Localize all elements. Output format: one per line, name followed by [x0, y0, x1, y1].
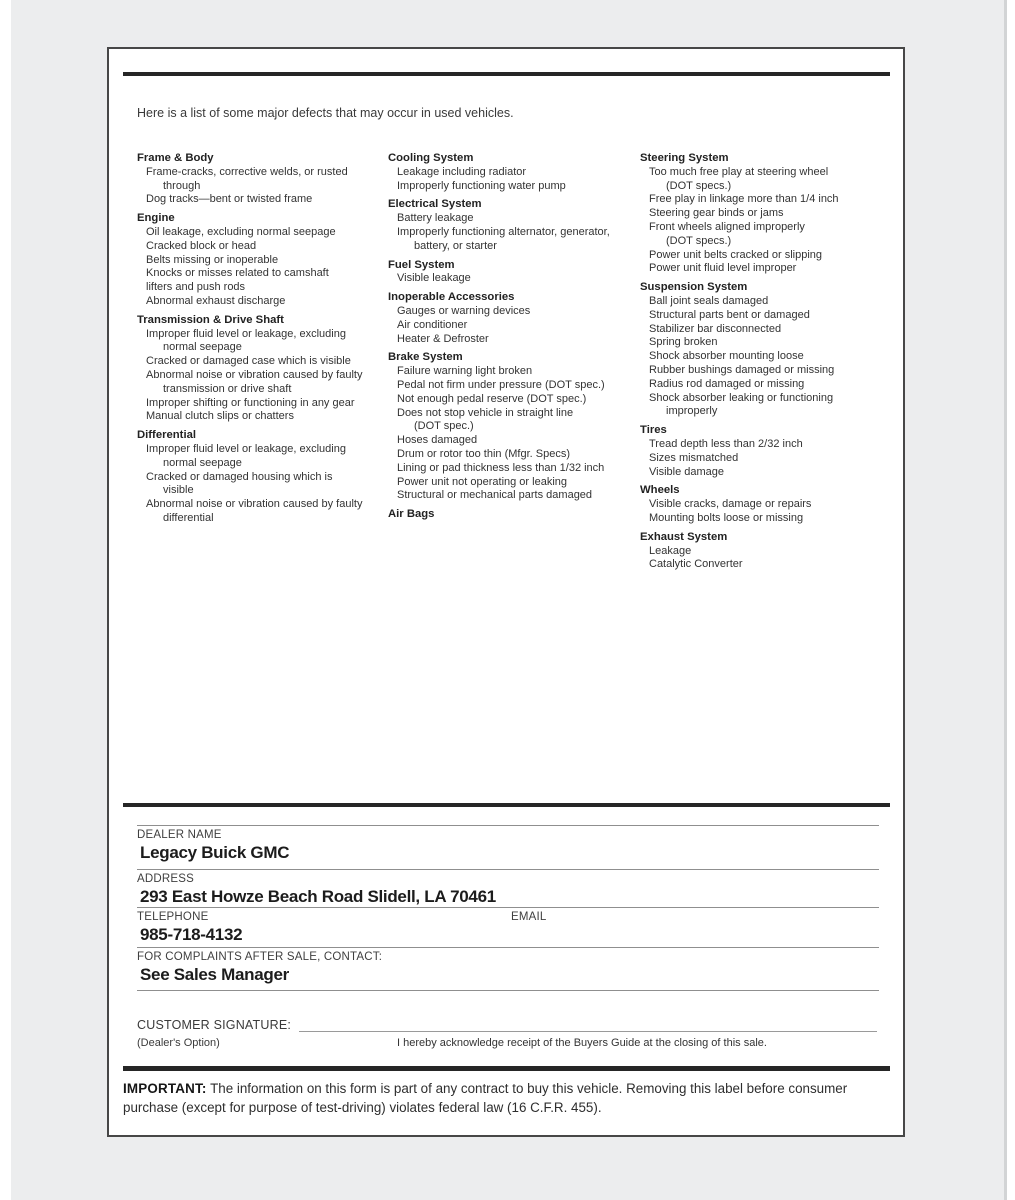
complaints-contact-field [137, 947, 879, 990]
defect-item-line: Drum or rotor too thin (Mfgr. Specs) [397, 447, 570, 460]
telephone-email-field [137, 907, 879, 947]
defect-item-line: (DOT specs.) [666, 234, 732, 247]
important-divider-rule [123, 1066, 890, 1071]
defect-item-line: Catalytic Converter [649, 558, 743, 571]
important-notice [123, 1079, 885, 1117]
dealer-section-divider-rule [123, 803, 890, 807]
defect-item-line: Structural or mechanical parts damaged [397, 489, 593, 502]
defect-item-line: Abnormal noise or vibration caused by faulty [146, 498, 363, 511]
dealer-name-label: DEALER NAME [137, 829, 222, 841]
defect-item-line: (DOT specs.) [666, 179, 732, 192]
defect-item-line: Tread depth less than 2/32 inch [649, 437, 803, 450]
defect-item-line: improperly [666, 405, 718, 418]
defect-item-line: Improper shifting or functioning in any gear [146, 396, 355, 409]
defect-item-line: Sizes mismatched [649, 451, 739, 464]
defect-item-line: Shock absorber leaking or functioning [649, 391, 834, 404]
signature-line [299, 1018, 877, 1032]
defect-item-line: (DOT spec.) [414, 420, 474, 433]
address-label: ADDRESS [137, 873, 194, 885]
buyers-guide-back-page [107, 47, 905, 1137]
defect-item-line: Structural parts bent or damaged [649, 308, 810, 321]
defect-item-line: Power unit belts cracked or slipping [649, 248, 823, 261]
defect-item-line: Cracked or damaged case which is visible [146, 355, 351, 368]
address-field [137, 869, 879, 907]
defect-column-2 [388, 147, 640, 572]
defect-item-line: Visible damage [649, 465, 725, 478]
defect-item-line: Ball joint seals damaged [649, 294, 769, 307]
defect-item-line: Too much free play at steering wheel [649, 165, 829, 178]
defect-item-line: Mounting bolts loose or missing [649, 511, 804, 524]
defect-item-line: Dog tracks—bent or twisted frame [146, 193, 313, 206]
important-label: IMPORTANT: [123, 1081, 207, 1096]
dealer-name-field [137, 825, 879, 869]
defect-item-line: Abnormal exhaust discharge [146, 294, 286, 307]
defect-item-line: Heater & Defroster [397, 332, 489, 345]
intro-text: Here is a list of some major defects that may occur in used vehicles. [137, 106, 514, 120]
defect-item-line: Cracked block or head [146, 239, 257, 252]
defect-item-line: Hoses damaged [397, 434, 478, 447]
defect-category-title: Transmission & Drive Shaft [137, 313, 284, 326]
top-divider-rule [123, 72, 890, 76]
defect-item-line: transmission or drive shaft [163, 382, 292, 395]
defect-item-line: Belts missing or inoperable [146, 253, 279, 266]
defect-item-line: Gauges or warning devices [397, 304, 531, 317]
defect-category-title: Electrical System [388, 198, 482, 211]
telephone-field [137, 910, 511, 947]
important-text: The information on this form is part of any contract to buy this vehicle. Removing this label before consumer purchase (except for purpose of test-driving) violates federal law (16 C.F.R. 455). [123, 1081, 848, 1115]
defect-item-line: Improper fluid level or leakage, excluding [146, 327, 346, 340]
email-label: EMAIL [510, 911, 547, 923]
defect-column-3 [640, 147, 893, 572]
defect-item-line: Leakage including radiator [397, 165, 527, 178]
defect-item-line: Not enough pedal reserve (DOT spec.) [397, 392, 587, 405]
telephone-label: TELEPHONE [137, 911, 209, 923]
defect-column-1 [137, 147, 388, 572]
defect-item-line: Radius rod damaged or missing [649, 377, 805, 390]
defect-item-line: Battery leakage [397, 212, 474, 225]
defect-item-line: normal seepage [163, 456, 242, 469]
defect-item-line: Pedal not firm under pressure (DOT spec.) [397, 378, 605, 391]
defect-item-line: Abnormal noise or vibration caused by faulty [146, 368, 363, 381]
defect-item-line: Frame-cracks, corrective welds, or rusted [146, 165, 348, 178]
defect-item-line: visible [163, 484, 194, 497]
defect-item-line: Lining or pad thickness less than 1/32 inch [397, 461, 605, 474]
defect-item-line: Air conditioner [397, 318, 468, 331]
defect-item-line: Visible leakage [397, 272, 471, 285]
defect-item-line: Shock absorber mounting loose [649, 350, 804, 363]
defect-category-title: Air Bags [388, 508, 435, 521]
defect-item-line: Free play in linkage more than 1/4 inch [649, 193, 839, 206]
defect-category-title: Engine [137, 212, 175, 225]
defect-item-line: Improperly functioning water pump [397, 179, 566, 192]
defect-category-title: Suspension System [640, 281, 748, 294]
defect-item-line: Front wheels aligned improperly [649, 220, 805, 233]
defect-item-line: Steering gear binds or jams [649, 207, 784, 220]
customer-signature-label: CUSTOMER SIGNATURE: [137, 1018, 292, 1032]
complaints-contact-value: See Sales Manager [140, 965, 289, 984]
defect-item-line: Spring broken [649, 336, 718, 349]
defect-category-title: Fuel System [388, 258, 455, 271]
defect-item-line: Does not stop vehicle in straight line [397, 406, 574, 419]
defect-category-title: Inoperable Accessories [388, 291, 515, 304]
defect-item-line: Improperly functioning alternator, generator, [397, 225, 610, 238]
defect-item-line: Power unit fluid level improper [649, 262, 797, 275]
dealer-name-value: Legacy Buick GMC [140, 843, 290, 862]
defect-item-line: Power unit not operating or leaking [397, 475, 567, 488]
email-field [511, 910, 879, 947]
defect-item-line: Oil leakage, excluding normal seepage [146, 225, 336, 238]
defect-item-line: Rubber bushings damaged or missing [649, 363, 835, 376]
defect-item-line: Leakage [649, 544, 692, 557]
defect-item-line: Cracked or damaged housing which is [146, 470, 333, 483]
customer-signature-row [137, 1018, 877, 1032]
acknowledgement-text: I hereby acknowledge receipt of the Buyers Guide at the closing of this sale. [397, 1037, 767, 1049]
defect-item-line: differential [163, 511, 214, 524]
complaints-label: FOR COMPLAINTS AFTER SALE, CONTACT: [137, 951, 383, 963]
defect-category-title: Steering System [640, 152, 729, 164]
defect-item-line: Manual clutch slips or chatters [146, 410, 294, 423]
defect-category-title: Differential [137, 429, 197, 442]
defect-list-columns [137, 147, 893, 572]
defect-item-line: Improper fluid level or leakage, excluding [146, 442, 346, 455]
defect-category-title: Tires [640, 424, 667, 437]
defect-category-title: Wheels [640, 484, 680, 497]
dealer-info-section [137, 825, 879, 991]
defect-item-line: normal seepage [163, 341, 242, 354]
dealers-option-label: (Dealer's Option) [137, 1037, 220, 1049]
defect-item-line: battery, or starter [414, 239, 497, 252]
defect-item-line: Failure warning light broken [397, 365, 533, 378]
defect-item-line: Knocks or misses related to camshaft [146, 267, 329, 280]
defect-category-title: Exhaust System [640, 530, 728, 543]
defect-item-line: through [163, 179, 201, 192]
defect-category-title: Cooling System [388, 152, 474, 164]
defect-item-line: Stabilizer bar disconnected [649, 322, 782, 335]
address-value: 293 East Howze Beach Road Slidell, LA 70461 [140, 887, 496, 906]
defect-category-title: Frame & Body [137, 152, 214, 164]
defect-item-line: lifters and push rods [146, 281, 246, 294]
telephone-value: 985-718-4132 [140, 925, 243, 944]
defect-category-title: Brake System [388, 351, 463, 364]
defect-item-line: Visible cracks, damage or repairs [649, 498, 812, 511]
signature-subrow [137, 1037, 877, 1049]
